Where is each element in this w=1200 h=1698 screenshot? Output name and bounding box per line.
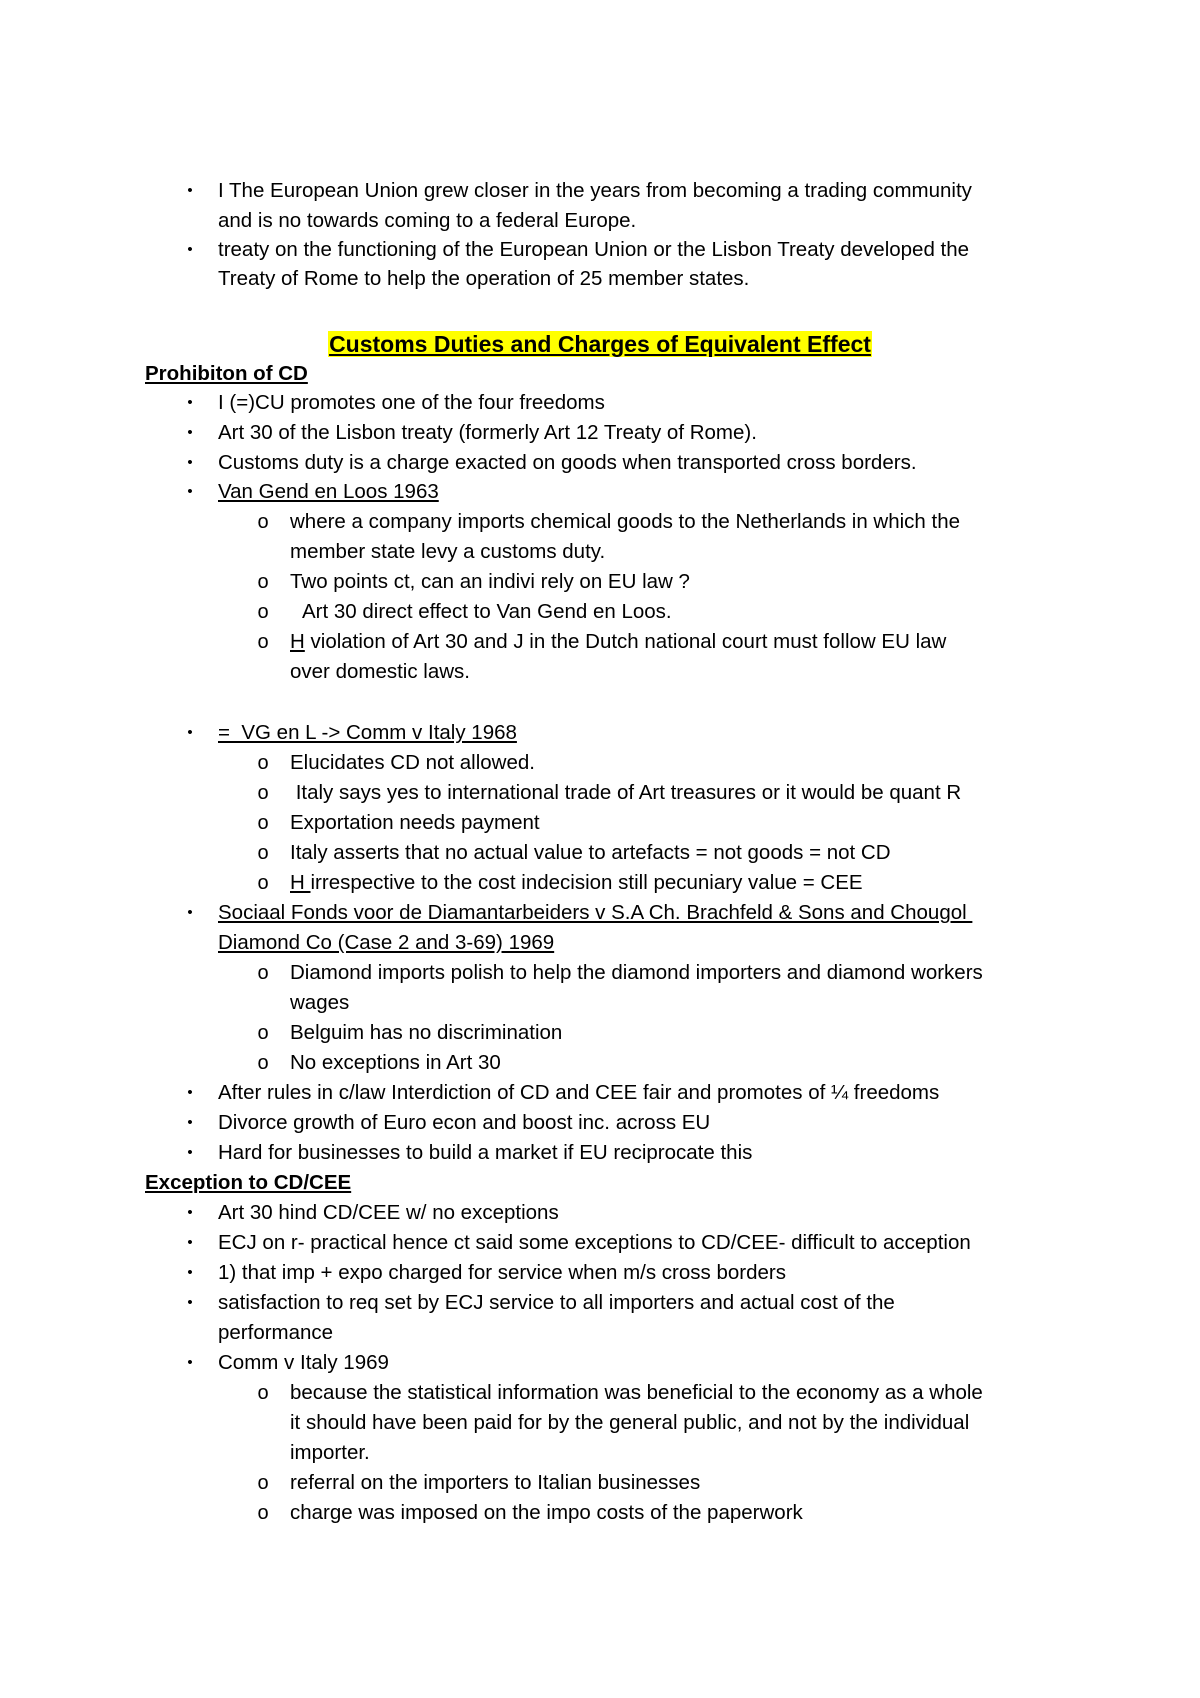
section-heading-text: Prohibiton of CD <box>145 362 308 385</box>
sub-item-text: Italy says yes to international trade of Art treasures or it would be quant R <box>290 781 962 804</box>
bullet-circle: o <box>257 631 269 653</box>
bullet-dot: • <box>187 241 193 258</box>
bullet-dot: • <box>187 182 193 199</box>
sub-item-text: over domestic laws. <box>290 660 471 683</box>
list-item <box>0 388 1200 418</box>
sub-item-text: Italy asserts that no actual value to artefacts = not goods = not CD <box>290 841 891 864</box>
sub-item <box>0 958 1200 988</box>
sub-item-text: Elucidates CD not allowed. <box>290 751 535 774</box>
intro-text: Treaty of Rome to help the operation of 25 member states. <box>218 267 750 290</box>
sub-item <box>0 1498 1200 1528</box>
list-item <box>0 1078 1200 1108</box>
sub-item-continuation <box>0 657 1200 687</box>
item-text: Divorce growth of Euro econ and boost inc. across EU <box>218 1111 711 1134</box>
list-item-continuation <box>0 206 1200 236</box>
bullet-dot: • <box>187 1084 193 1101</box>
item-text: satisfaction to req set by ECJ service to all importers and actual cost of the <box>218 1291 895 1314</box>
sub-item-text: it should have been paid for by the general public, and not by the individual <box>290 1411 970 1434</box>
list-item-continuation <box>0 1318 1200 1348</box>
bullet-dot: • <box>187 1144 193 1161</box>
bullet-circle: o <box>257 812 269 834</box>
sub-item-text <box>290 627 946 657</box>
bullet-dot: • <box>187 454 193 471</box>
intro-text: I The European Union grew closer in the years from becoming a trading community <box>218 179 972 202</box>
sub-item <box>0 507 1200 537</box>
section-heading <box>0 359 1200 389</box>
sub-item-text: No exceptions in Art 30 <box>290 1051 501 1074</box>
bullet-circle: o <box>257 511 269 533</box>
bullet-circle: o <box>257 1052 269 1074</box>
item-text: ECJ on r- practical hence ct said some exceptions to CD/CEE- difficult to acception <box>218 1231 971 1254</box>
bullet-circle: o <box>257 872 269 894</box>
sub-item-continuation <box>0 537 1200 567</box>
sub-item-text <box>290 868 863 898</box>
sub-item <box>0 1048 1200 1078</box>
bullet-circle: o <box>257 1382 269 1404</box>
holding-text: irrespective to the cost indecision still pecuniary value = CEE <box>310 871 863 894</box>
list-item-continuation <box>0 928 1200 958</box>
item-text: I (=)CU promotes one of the four freedoms <box>218 391 605 414</box>
section-heading <box>0 1168 1200 1198</box>
bullet-circle: o <box>257 962 269 984</box>
list-item <box>0 1288 1200 1318</box>
list-item <box>0 477 1200 507</box>
list-item <box>0 1198 1200 1228</box>
list-item <box>0 1228 1200 1258</box>
bullet-circle: o <box>257 571 269 593</box>
item-text: Hard for businesses to build a market if EU reciprocate this <box>218 1141 753 1164</box>
sub-item-text: where a company imports chemical goods to the Netherlands in which the <box>290 510 961 533</box>
title-text: Customs Duties and Charges of Equivalent Effect <box>329 331 871 357</box>
sub-item <box>0 808 1200 838</box>
bullet-circle: o <box>257 752 269 774</box>
bullet-dot: • <box>187 483 193 500</box>
sub-item-text: Exportation needs payment <box>290 811 540 834</box>
sub-item <box>0 627 1200 657</box>
sub-item-text: importer. <box>290 1441 370 1464</box>
sub-item-text: member state levy a customs duty. <box>290 540 606 563</box>
item-text: Art 30 of the Lisbon treaty (formerly Art 12 Treaty of Rome). <box>218 421 757 444</box>
list-item <box>0 1348 1200 1378</box>
case-title: Diamond Co (Case 2 and 3-69) 1969 <box>218 931 555 954</box>
item-text: After rules in c/law Interdiction of CD and CEE fair and promotes of ¼ freedoms <box>218 1081 940 1104</box>
sub-item <box>0 597 1200 627</box>
section-heading-text: Exception to CD/CEE <box>145 1171 352 1194</box>
bullet-circle: o <box>257 842 269 864</box>
sub-item-continuation <box>0 1408 1200 1438</box>
bullet-circle: o <box>257 601 269 623</box>
sub-item-continuation <box>0 1438 1200 1468</box>
bullet-dot: • <box>187 1114 193 1131</box>
list-item <box>0 1138 1200 1168</box>
item-text: Art 30 hind CD/CEE w/ no exceptions <box>218 1201 559 1224</box>
item-text: Customs duty is a charge exacted on goods when transported cross borders. <box>218 451 917 474</box>
sub-item <box>0 1468 1200 1498</box>
bullet-circle: o <box>257 1502 269 1524</box>
case-title: = VG en L -> Comm v Italy 1968 <box>218 721 517 744</box>
sub-item-continuation <box>0 988 1200 1018</box>
case-title: Van Gend en Loos 1963 <box>218 480 439 503</box>
sub-item-text: because the statistical information was beneficial to the economy as a whole <box>290 1381 983 1404</box>
sub-item <box>0 1378 1200 1408</box>
list-item-continuation <box>0 264 1200 294</box>
sub-item <box>0 778 1200 808</box>
list-item <box>0 418 1200 448</box>
holding-marker: H <box>290 871 311 894</box>
list-item <box>0 448 1200 478</box>
list-item <box>0 1108 1200 1138</box>
bullet-circle: o <box>257 782 269 804</box>
item-text: Comm v Italy 1969 <box>218 1351 389 1374</box>
sub-item-text: referral on the importers to Italian businesses <box>290 1471 701 1494</box>
sub-item-text: Art 30 direct effect to Van Gend en Loos. <box>302 600 672 623</box>
sub-item <box>0 1018 1200 1048</box>
list-item <box>0 235 1200 265</box>
bullet-circle: o <box>257 1472 269 1494</box>
intro-text: treaty on the functioning of the European Union or the Lisbon Treaty developed the <box>218 238 970 261</box>
bullet-dot: • <box>187 394 193 411</box>
holding-marker: H <box>290 630 305 653</box>
sub-item-text: Diamond imports polish to help the diamond importers and diamond workers <box>290 961 983 984</box>
sub-item <box>0 838 1200 868</box>
holding-text: violation of Art 30 and J in the Dutch national court must follow EU law <box>304 630 947 653</box>
item-text: 1) that imp + expo charged for service when m/s cross borders <box>218 1261 786 1284</box>
sub-item-text: Belguim has no discrimination <box>290 1021 563 1044</box>
bullet-dot: • <box>187 1204 193 1221</box>
document-title <box>0 329 1200 359</box>
bullet-dot: • <box>187 1354 193 1371</box>
bullet-circle: o <box>257 1022 269 1044</box>
sub-item-text: charge was imposed on the impo costs of the paperwork <box>290 1501 803 1524</box>
bullet-dot: • <box>187 904 193 921</box>
list-item <box>0 176 1200 206</box>
list-item <box>0 718 1200 748</box>
sub-item <box>0 868 1200 898</box>
intro-text: and is no towards coming to a federal Europe. <box>218 209 637 232</box>
list-item <box>0 898 1200 928</box>
bullet-dot: • <box>187 424 193 441</box>
case-title: Sociaal Fonds voor de Diamantarbeiders v S.A Ch. Brachfeld & Sons and Chougol <box>218 901 973 924</box>
bullet-dot: • <box>187 724 193 741</box>
sub-item-text: Two points ct, can an indivi rely on EU law ? <box>290 570 690 593</box>
item-text: performance <box>218 1321 334 1344</box>
bullet-dot: • <box>187 1264 193 1281</box>
sub-item-text: wages <box>290 991 350 1014</box>
bullet-dot: • <box>187 1234 193 1251</box>
sub-item <box>0 567 1200 597</box>
bullet-dot: • <box>187 1294 193 1311</box>
sub-item <box>0 748 1200 778</box>
list-item <box>0 1258 1200 1288</box>
